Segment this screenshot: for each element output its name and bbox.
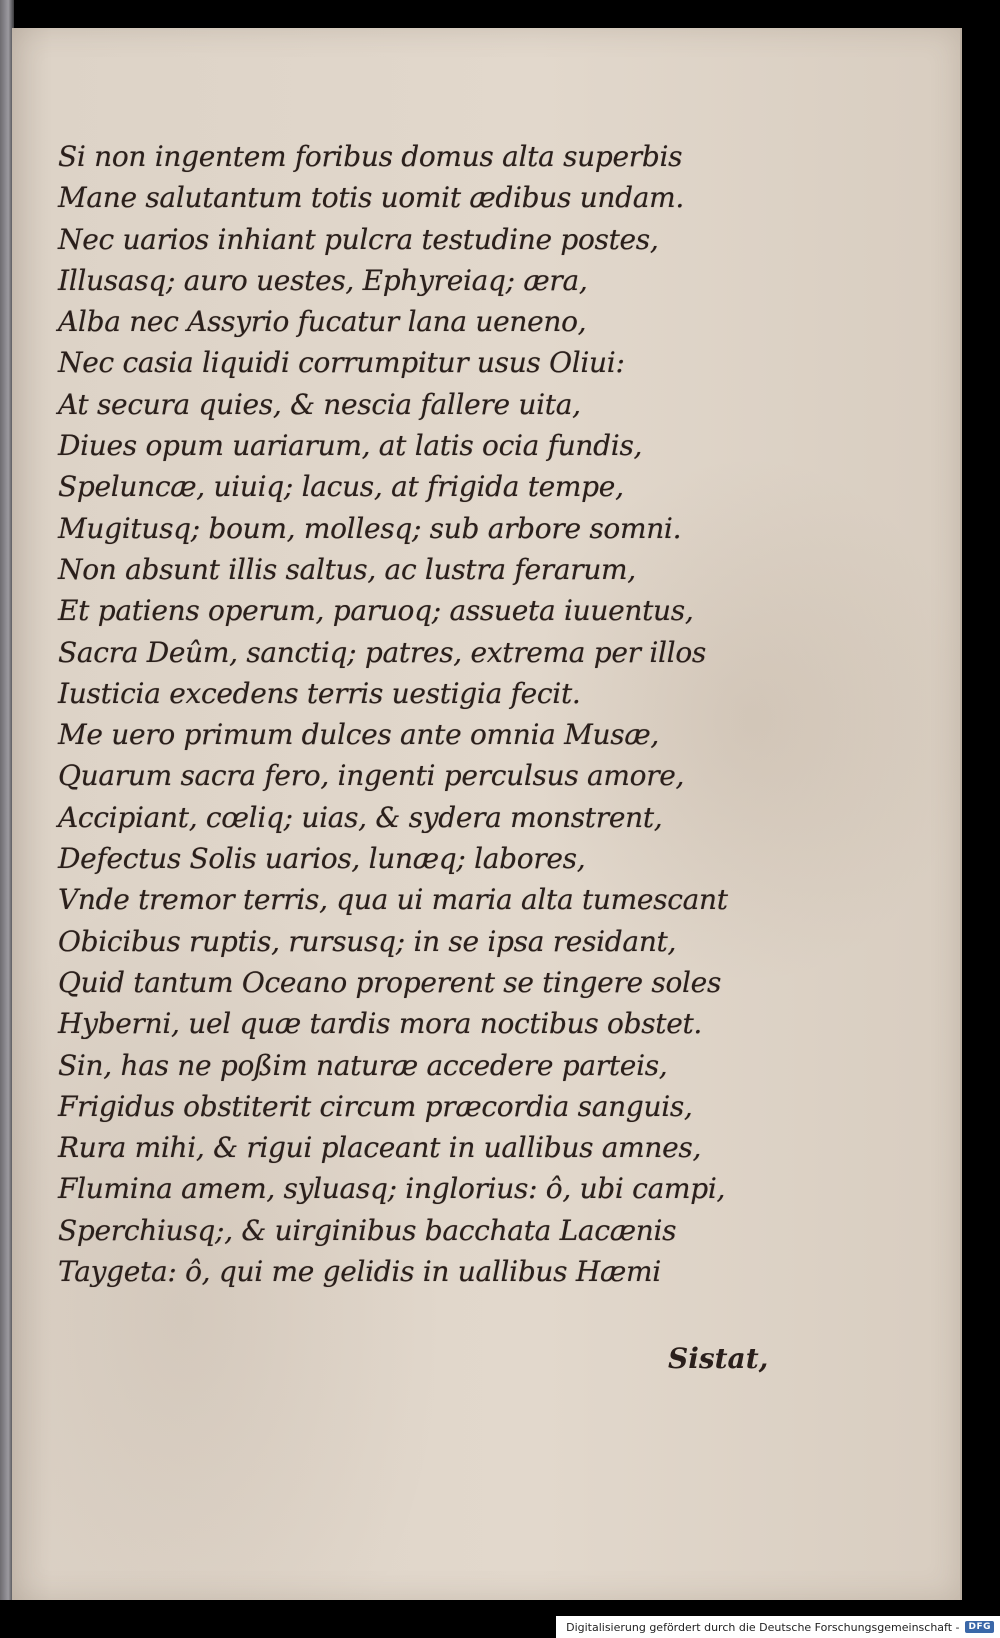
verse-line: Speluncæ, uiuiq; lacus, at frigida tempe, <box>58 470 624 504</box>
verse-line: Taygeta: ô, qui me gelidis in uallibus Hæmi <box>58 1255 661 1289</box>
verse-line: Sperchiusq;, & uirginibus bacchata Lacænis <box>58 1213 677 1247</box>
verse-line: Me uero primum dulces ante omnia Musæ, <box>58 718 659 752</box>
verse-line: Quid tantum Oceano properent se tingere soles <box>58 965 722 999</box>
verse-line: Sacra Deûm, sanctiq; patres, extrema per illos <box>58 635 706 669</box>
verse-line: Hyberni, uel quæ tardis mora noctibus obstet. <box>58 1007 703 1041</box>
verse-line: At secura quies, & nescia fallere uita, <box>58 387 581 421</box>
verse-line: Flumina amem, syluasq; inglorius: ô, ubi campi, <box>58 1172 726 1206</box>
verse-line: Alba nec Assyrio fucatur lana ueneno, <box>58 305 587 339</box>
verse-line: Quarum sacra fero, ingenti perculsus amore, <box>58 759 685 793</box>
verse-text-block <box>58 136 938 1292</box>
verse-line: Nec casia liquidi corrumpitur usus Oliui: <box>58 346 625 380</box>
verse-line: Obicibus ruptis, rursusq; in se ipsa residant, <box>58 924 677 958</box>
verse-line: Et patiens operum, paruoq; assueta iuuentus, <box>58 594 694 628</box>
verse-line: Diues opum uariarum, at latis ocia fundis, <box>58 429 643 463</box>
verse-line: Rura mihi, & rigui placeant in uallibus amnes, <box>58 1131 702 1165</box>
footer-bar <box>0 1600 1000 1638</box>
dfg-logo: DFG <box>965 1621 994 1633</box>
verse-line: Vnde tremor terris, qua ui maria alta tumescant <box>58 883 728 917</box>
verse-line: Non absunt illis saltus, ac lustra ferarum, <box>58 552 636 586</box>
verse-line: Iusticia excedens terris uestigia fecit. <box>58 676 581 710</box>
verse-line: Sin, has ne poßim naturæ accedere parteis, <box>58 1048 668 1082</box>
verse-line: Illusasq; auro uestes, Ephyreiaq; æra, <box>58 263 588 297</box>
verse-line: Accipiant, cœliq; uias, & sydera monstrent, <box>58 800 663 834</box>
digitization-credit <box>556 1616 1000 1638</box>
credit-text: Digitalisierung gefördert durch die Deutsche Forschungsgemeinschaft - <box>566 1620 960 1634</box>
verse-line: Nec uarios inhiant pulcra testudine postes, <box>58 222 659 256</box>
verse-line: Frigidus obstiterit circum præcordia sanguis, <box>58 1089 693 1123</box>
verse-line: Mane salutantum totis uomit ædibus undam. <box>58 181 685 215</box>
verse-line: Si non ingentem foribus domus alta superbis <box>58 140 683 173</box>
catchword: Sistat, <box>668 1342 769 1375</box>
verse-line: Mugitusq; boum, mollesq; sub arbore somni. <box>58 511 682 545</box>
verse-line: Defectus Solis uarios, lunæq; labores, <box>58 842 586 876</box>
book-page <box>12 28 962 1600</box>
